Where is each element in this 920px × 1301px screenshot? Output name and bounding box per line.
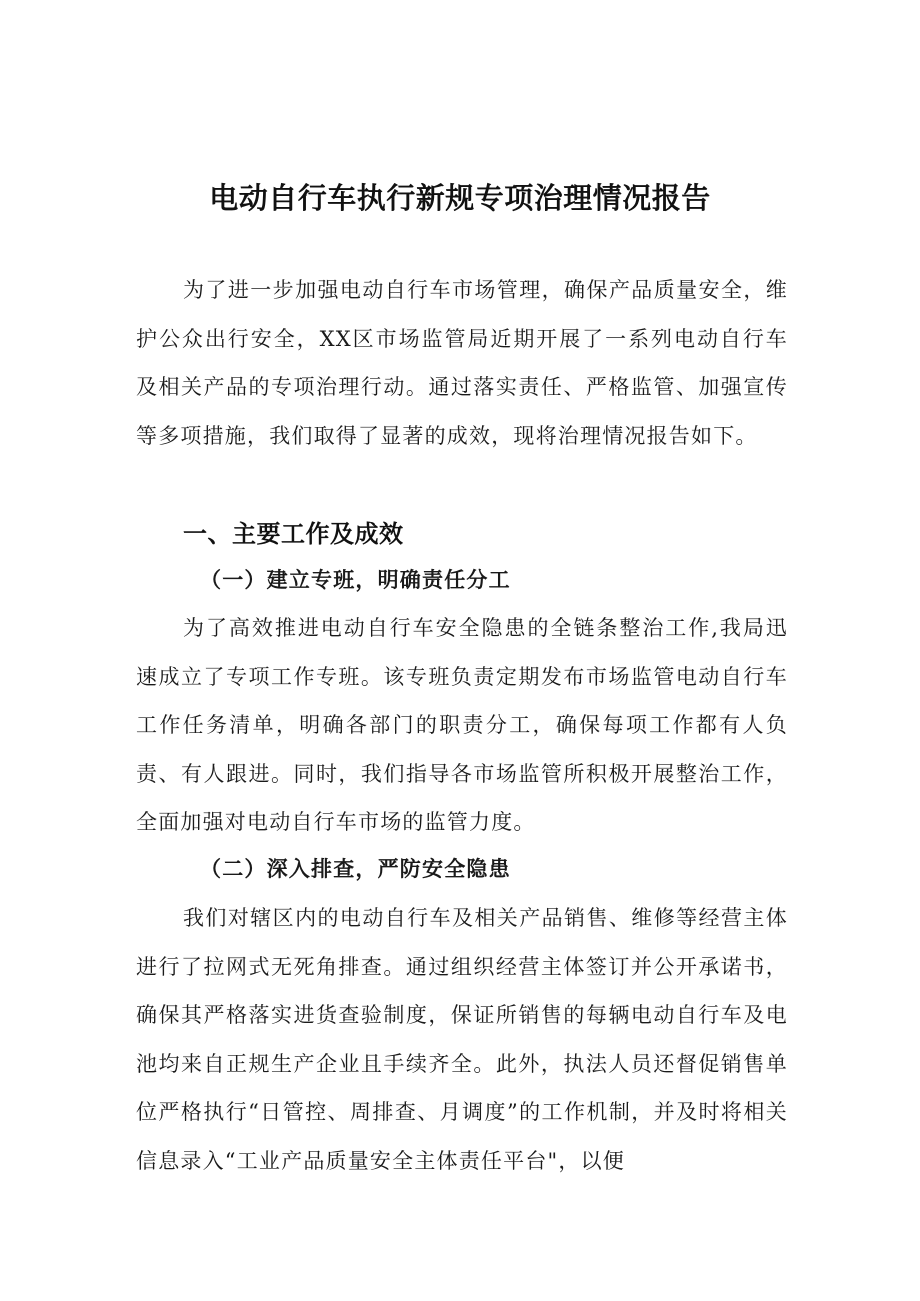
intro-paragraph: 为了进一步加强电动自行车市场管理，确保产品质量安全，维护公众出行安全，XX区市场监管局近期开展了一系列电动自行车及相关产品的专项治理行动。通过落实责任、严格监管、加强宣传等多项措施，我们取得了显著的成效，现将治理情况报告如下。 [136, 278, 788, 448]
section-heading: 一、主要工作及成效 [183, 520, 404, 548]
subsection-body-2: 我们对辖区内的电动自行车及相关产品销售、维修等经营主体进行了拉网式无死角排查。通过组织经营主体签订并公开承诺书，确保其严格落实进货查验制度，保证所销售的每辆电动自行车及电池均来自正规生产企业且手续齐全。此外，执法人员还督促销售单位严格执行“日管控、周排查、月调度”的工作机制，并及时将相关信息录入“工业产品质量安全主体责任平台"，以便 [136, 906, 788, 1173]
subsection-heading-2: （二）深入排查，严防安全隐患 [200, 856, 511, 881]
document-title: 电动自行车执行新规专项治理情况报告 [209, 181, 711, 215]
subsection-heading-1: （一）建立专班，明确责任分工 [200, 567, 511, 592]
subsection-body-1: 为了高效推进电动自行车安全隐患的全链条整治工作,我局迅速成立了专项工作专班。该专班负责定期发布市场监管电动自行车工作任务清单，明确各部门的职责分工，确保每项工作都有人负责、有人跟进。同时，我们指导各市场监管所积极开展整治工作，全面加强对电动自行车市场的监管力度。 [136, 616, 788, 834]
